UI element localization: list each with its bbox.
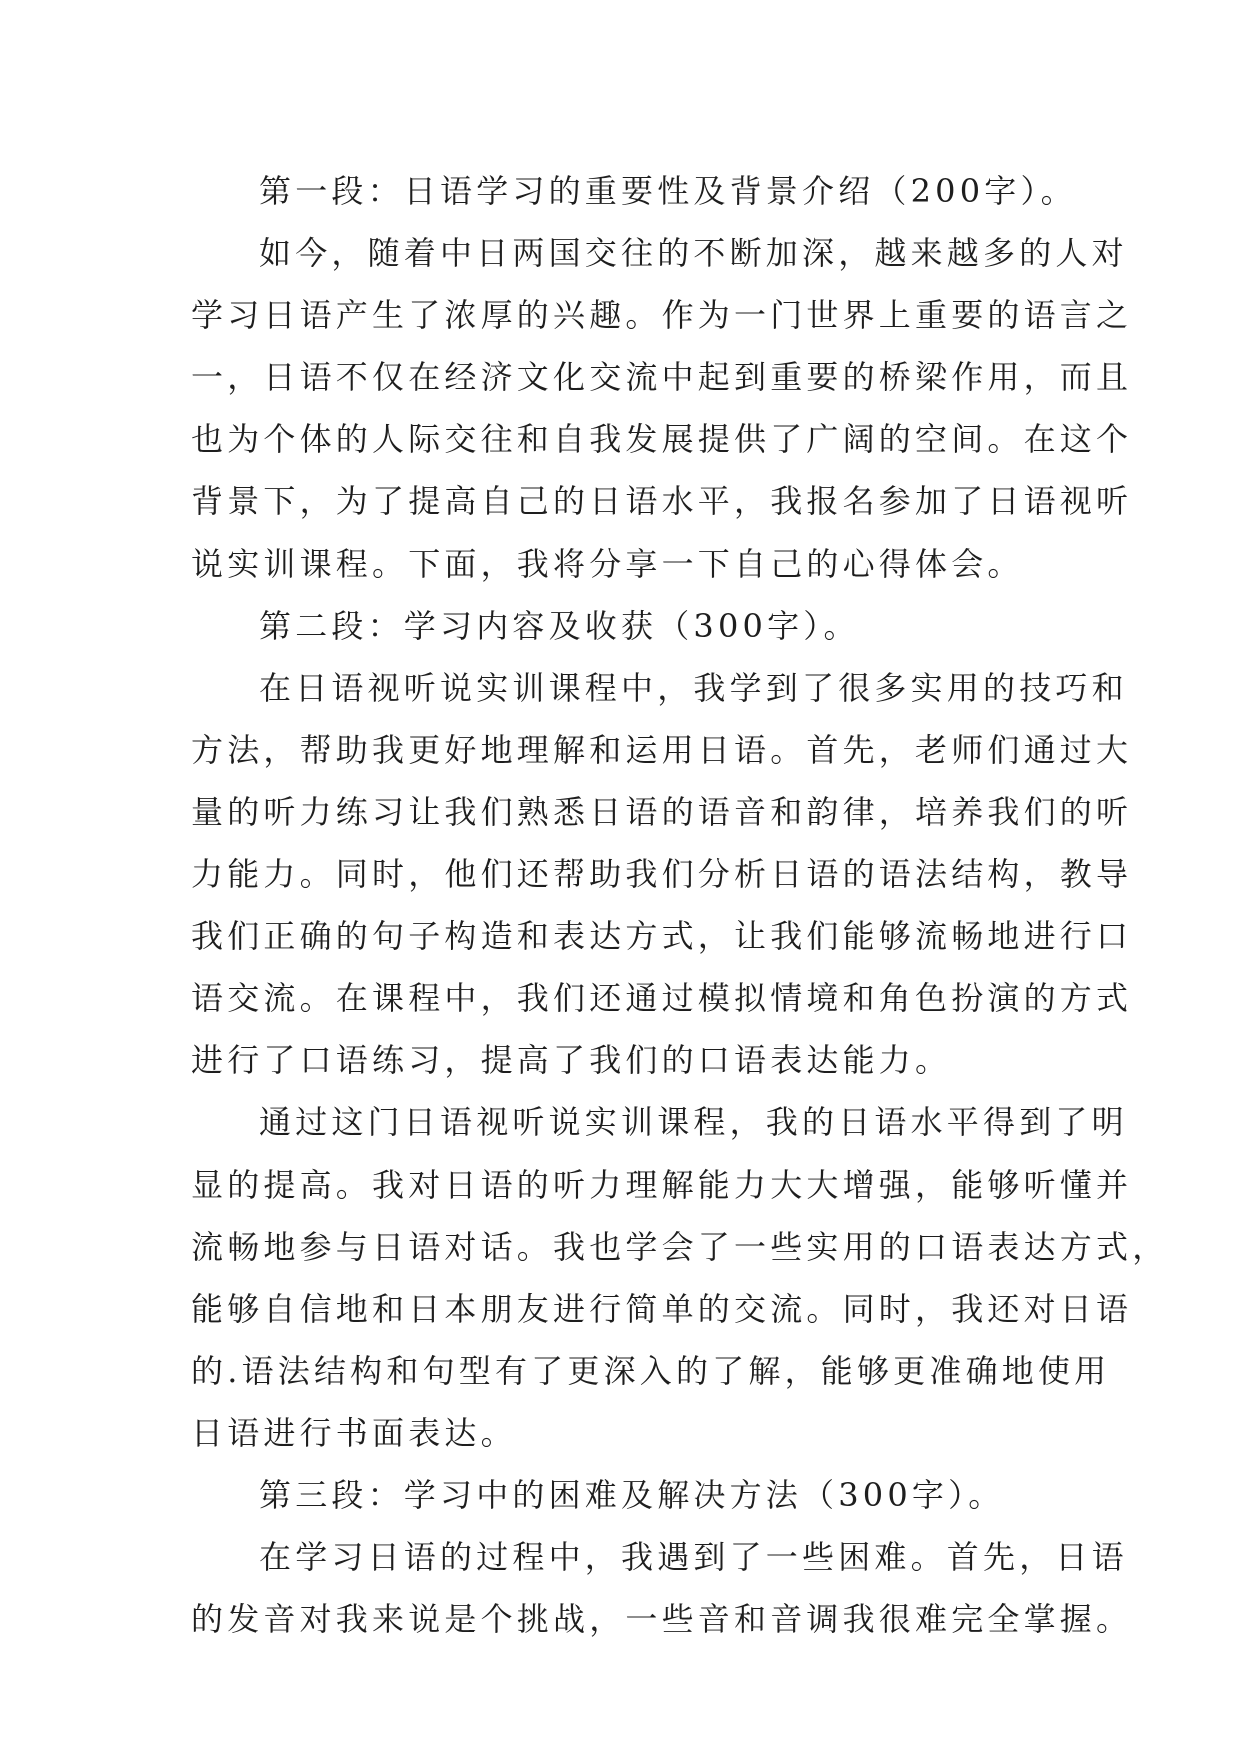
text-line: 第二段：学习内容及收获（300字）。 (259, 606, 860, 645)
paragraph-heading-3 (191, 1464, 1071, 1526)
text-line: 能够自信地和日本朋友进行简单的交流。同时，我还对日语 (191, 1289, 1133, 1328)
text-line: 第一段：日语学习的重要性及背景介绍（200字）。 (259, 172, 1077, 210)
paragraph-heading-1 (191, 160, 1077, 222)
text-line: 说实训课程。下面，我将分享一下自己的心得体会。 (191, 544, 1024, 583)
text-line: 的.语法结构和句型有了更深入的了解，能够更准确地使用 (191, 1351, 1111, 1390)
text-line: 学习日语产生了浓厚的兴趣。作为一门世界上重要的语言之 (191, 296, 1133, 335)
text-line: 的发音对我来说是个挑战，一些音和音调我很难完全掌握。 (191, 1600, 1133, 1639)
text-line: 量的听力练习让我们熟悉日语的语音和韵律，培养我们的听 (191, 792, 1133, 831)
text-line: 流畅地参与日语对话。我也学会了一些实用的口语表达方式， (191, 1227, 1169, 1266)
text-line: 也为个体的人际交往和自我发展提供了广阔的空间。在这个 (191, 420, 1133, 459)
text-line: 日语进行书面表达。 (191, 1413, 517, 1452)
document-body (191, 160, 1169, 1650)
text-line: 在学习日语的过程中，我遇到了一些困难。首先，日语 (259, 1538, 1128, 1577)
paragraph-4 (191, 1526, 1133, 1650)
text-line: 第三段：学习中的困难及解决方法（300字）。 (259, 1475, 1005, 1514)
text-line: 如今，随着中日两国交往的不断加深，越来越多的人对 (259, 234, 1128, 273)
text-line: 一，日语不仅在经济文化交流中起到重要的桥梁作用，而且 (191, 358, 1133, 397)
text-line: 我们正确的句子构造和表达方式，让我们能够流畅地进行口 (191, 917, 1133, 956)
text-line: 力能力。同时，他们还帮助我们分析日语的语法结构，教导 (191, 855, 1133, 894)
text-line: 语交流。在课程中，我们还通过模拟情境和角色扮演的方式 (191, 979, 1133, 1018)
text-line: 背景下，为了提高自己的日语水平，我报名参加了日语视听 (191, 482, 1133, 521)
text-line: 在日语视听说实训课程中，我学到了很多实用的技巧和 (259, 668, 1128, 707)
text-line: 显的提高。我对日语的听力理解能力大大增强，能够听懂并 (191, 1165, 1133, 1204)
paragraph-1 (191, 222, 1133, 595)
text-line: 进行了口语练习，提高了我们的口语表达能力。 (191, 1041, 952, 1080)
paragraph-heading-2 (191, 595, 1071, 657)
text-line: 方法，帮助我更好地理解和运用日语。首先，老师们通过大 (191, 730, 1133, 769)
paragraph-3 (191, 1091, 1169, 1464)
paragraph-2 (191, 657, 1133, 1092)
text-line: 通过这门日语视听说实训课程，我的日语水平得到了明 (259, 1103, 1128, 1142)
